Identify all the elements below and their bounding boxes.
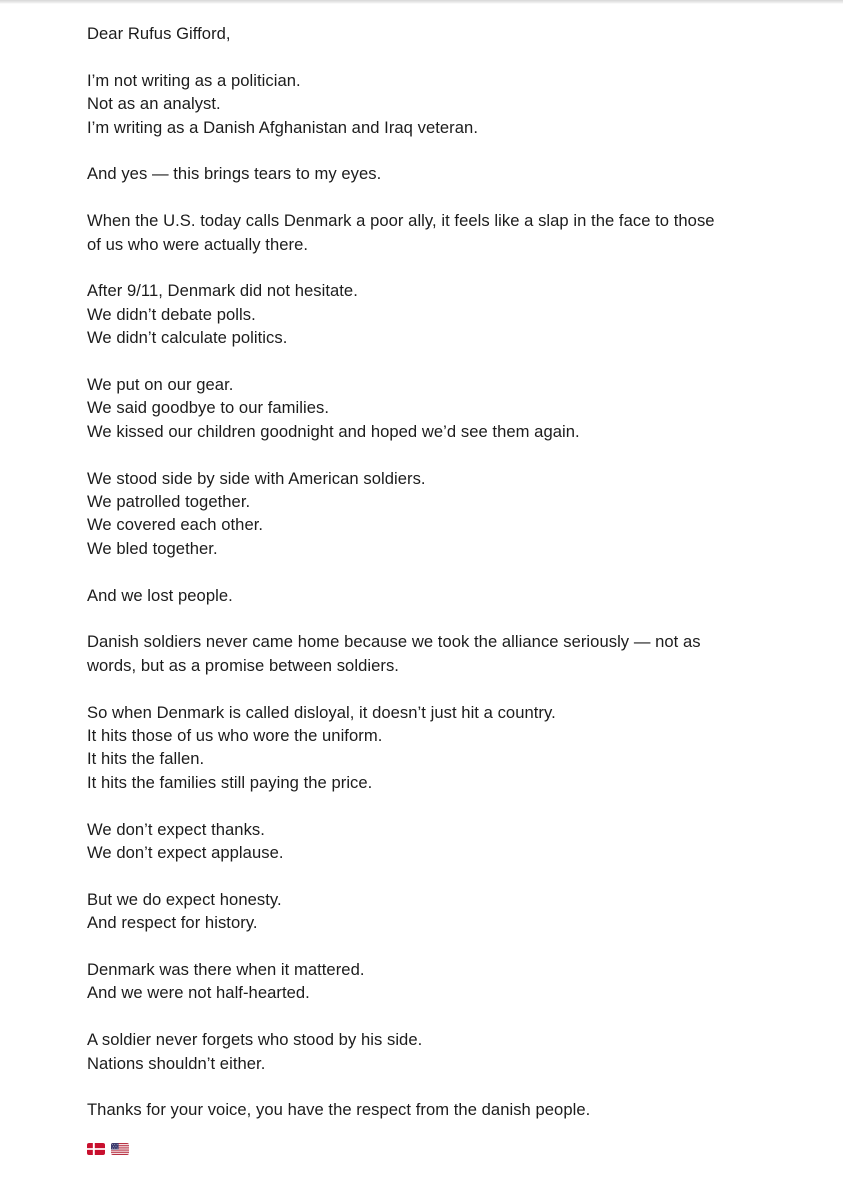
letter-line: We don’t expect applause.	[87, 843, 284, 863]
page-top-edge	[0, 0, 843, 4]
letter-line: I’m writing as a Danish Afghanistan and Iraq veteran.	[87, 117, 478, 137]
letter-line: And respect for history.	[87, 913, 258, 933]
letter-line: But we do expect honesty.	[87, 889, 282, 909]
letter-line: Not as an analyst.	[87, 94, 221, 114]
salutation	[87, 22, 783, 45]
letter-line: We put on our gear.	[87, 375, 234, 395]
letter-line: Dear Rufus Gifford,	[87, 24, 231, 43]
closing-line	[87, 1098, 783, 1121]
letter-paragraph	[87, 373, 783, 443]
letter-paragraph	[87, 467, 783, 561]
letter-paragraph	[87, 162, 783, 185]
letter-line: We bled together.	[87, 538, 218, 558]
letter-line: words, but as a promise between soldiers.	[87, 655, 399, 675]
letter-paragraph	[87, 584, 783, 607]
letter-line: of us who were actually there.	[87, 234, 309, 254]
letter-line: Nations shouldn’t either.	[87, 1053, 266, 1073]
letter-line: Thanks for your voice, you have the respect from the danish people.	[87, 1100, 591, 1120]
letter-line: Danish soldiers never came home because we took the alliance seriously — not as	[87, 632, 701, 652]
letter-line: We covered each other.	[87, 515, 264, 535]
letter-line: We kissed our children goodnight and hoped we’d see them again.	[87, 421, 580, 441]
letter-paragraph	[87, 279, 783, 349]
letter-line: When the U.S. today calls Denmark a poor ally, it feels like a slap in the face to those	[87, 211, 715, 231]
letter-line: We didn’t debate polls.	[87, 304, 256, 324]
letter-paragraph	[87, 630, 783, 677]
letter-paragraph	[87, 818, 783, 865]
letter-paragraph	[87, 69, 783, 139]
letter-paragraph	[87, 1028, 783, 1075]
letter-line: We patrolled together.	[87, 492, 251, 512]
letter-line: It hits the families still paying the price.	[87, 772, 373, 792]
letter-line: And yes — this brings tears to my eyes.	[87, 164, 382, 184]
usa-flag-icon	[111, 1143, 129, 1155]
letter-line: It hits the fallen.	[87, 749, 205, 769]
letter-line: A soldier never forgets who stood by his side.	[87, 1030, 423, 1050]
letter-paragraph	[87, 888, 783, 935]
letter-paragraph	[87, 958, 783, 1005]
letter-body	[87, 22, 783, 1155]
letter-line: After 9/11, Denmark did not hesitate.	[87, 281, 358, 301]
letter-line: It hits those of us who wore the uniform.	[87, 726, 383, 746]
letter-line: We said goodbye to our families.	[87, 398, 330, 418]
denmark-flag-icon	[87, 1143, 105, 1155]
letter-line: Denmark was there when it mattered.	[87, 960, 365, 980]
letter-line: So when Denmark is called disloyal, it doesn’t just hit a country.	[87, 702, 556, 722]
letter-line: And we were not half-hearted.	[87, 983, 310, 1003]
letter-line: We don’t expect thanks.	[87, 819, 265, 839]
letter-line: I’m not writing as a politician.	[87, 70, 301, 90]
letter-line: We stood side by side with American soldiers.	[87, 468, 426, 488]
letter-paragraph	[87, 209, 783, 256]
letter-paragraph	[87, 701, 783, 795]
letter-line: And we lost people.	[87, 585, 233, 605]
flag-emojis	[87, 1143, 783, 1155]
letter-line: We didn’t calculate politics.	[87, 328, 288, 348]
